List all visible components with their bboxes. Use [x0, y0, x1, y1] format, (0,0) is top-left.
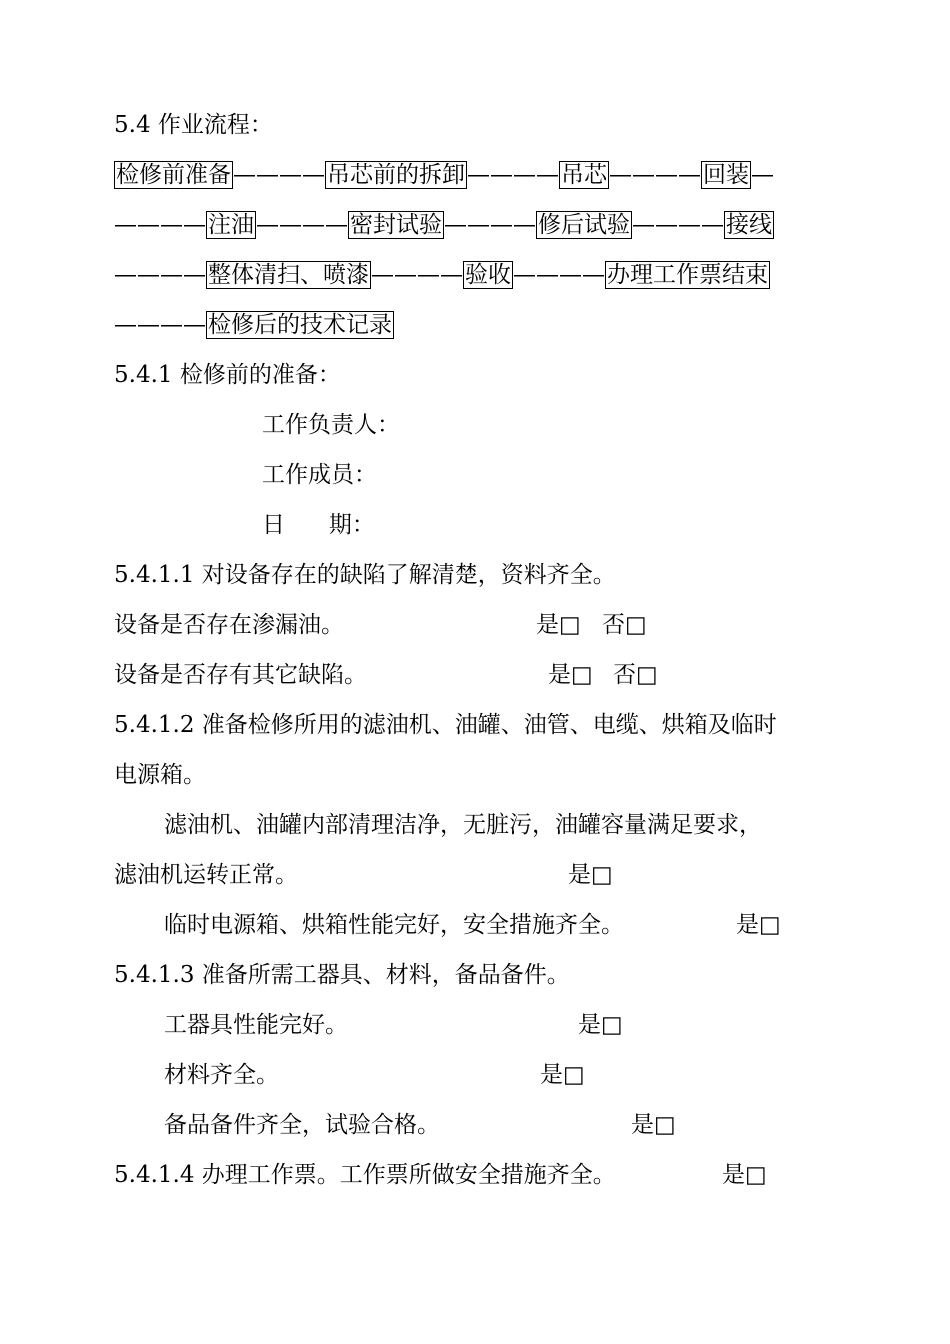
- flow-arrow: ————: [114, 212, 206, 238]
- flow-arrow: ————: [467, 162, 559, 188]
- checkbox-no[interactable]: 否□: [613, 662, 658, 688]
- s3-i3: 备品备件齐全，试验合格。: [164, 1112, 440, 1138]
- checkbox-yes[interactable]: 是□: [568, 862, 613, 888]
- flow-arrow: ————: [444, 212, 536, 238]
- checkbox-yes[interactable]: 是□: [540, 1062, 585, 1088]
- flow-step: 回装: [703, 162, 749, 188]
- checkbox-yes[interactable]: 是□: [536, 612, 581, 638]
- flow-step: 验收: [465, 262, 511, 288]
- field-date: 日 期：: [262, 512, 375, 538]
- checkbox-yes[interactable]: 是□: [722, 1162, 767, 1188]
- flow-step: 接线: [726, 212, 772, 238]
- flow-line-1: [114, 160, 774, 190]
- flow-line-2: [114, 210, 774, 240]
- flow-line-3: [114, 260, 770, 290]
- s3-i1: 工器具性能完好。: [164, 1012, 348, 1038]
- checkbox-yes[interactable]: 是□: [736, 912, 781, 938]
- checkbox-yes[interactable]: 是□: [578, 1012, 623, 1038]
- s4-title: 5.4.1.4 办理工作票。工作票所做安全措施齐全。: [114, 1162, 616, 1188]
- flow-arrow: —: [751, 162, 774, 188]
- flow-arrow: ————: [114, 312, 206, 338]
- flow-arrow: ————: [114, 262, 206, 288]
- field-leader: 工作负责人：: [262, 412, 400, 438]
- flow-step: 检修后的技术记录: [208, 312, 392, 338]
- checkbox-yes[interactable]: 是□: [631, 1112, 676, 1138]
- flow-arrow: ————: [256, 212, 348, 238]
- flow-arrow: ————: [371, 262, 463, 288]
- s3-title: 5.4.1.3 准备所需工器具、材料，备品备件。: [114, 962, 570, 988]
- s1-q1: 设备是否存在渗漏油。: [114, 612, 344, 638]
- flow-step: 吊芯前的拆卸: [327, 162, 465, 188]
- s3-i2: 材料齐全。: [164, 1062, 279, 1088]
- flow-step: 密封试验: [350, 212, 442, 238]
- flow-step: 吊芯: [561, 162, 607, 188]
- field-members: 工作成员：: [262, 462, 377, 488]
- flow-step: 修后试验: [538, 212, 630, 238]
- s2-title: 5.4.1.2 准备检修所用的滤油机、油罐、油管、电缆、烘箱及临时: [114, 712, 777, 738]
- s1-q2: 设备是否存有其它缺陷。: [114, 662, 367, 688]
- flow-arrow: ————: [233, 162, 325, 188]
- flow-step: 整体清扫、喷漆: [208, 262, 369, 288]
- flow-arrow: ————: [513, 262, 605, 288]
- flow-step: 注油: [208, 212, 254, 238]
- flow-arrow: ————: [632, 212, 724, 238]
- s2-p1: 滤油机、油罐内部清理洁净，无脏污，油罐容量满足要求，: [164, 812, 762, 838]
- s2-p2: 临时电源箱、烘箱性能完好，安全措施齐全。: [164, 912, 624, 938]
- s2-title-cont: 电源箱。: [114, 762, 206, 788]
- flow-step: 检修前准备: [116, 162, 231, 188]
- s2-p1-cont: 滤油机运转正常。: [114, 862, 298, 888]
- flow-step: 办理工作票结束: [607, 262, 768, 288]
- prep-title: 5.4.1 检修前的准备：: [114, 362, 341, 388]
- checkbox-yes[interactable]: 是□: [548, 662, 593, 688]
- flow-line-4: [114, 310, 394, 340]
- flow-arrow: ————: [609, 162, 701, 188]
- section-title: 5.4 作业流程：: [114, 112, 273, 138]
- checkbox-no[interactable]: 否□: [602, 612, 647, 638]
- s1-title: 5.4.1.1 对设备存在的缺陷了解清楚，资料齐全。: [114, 562, 616, 588]
